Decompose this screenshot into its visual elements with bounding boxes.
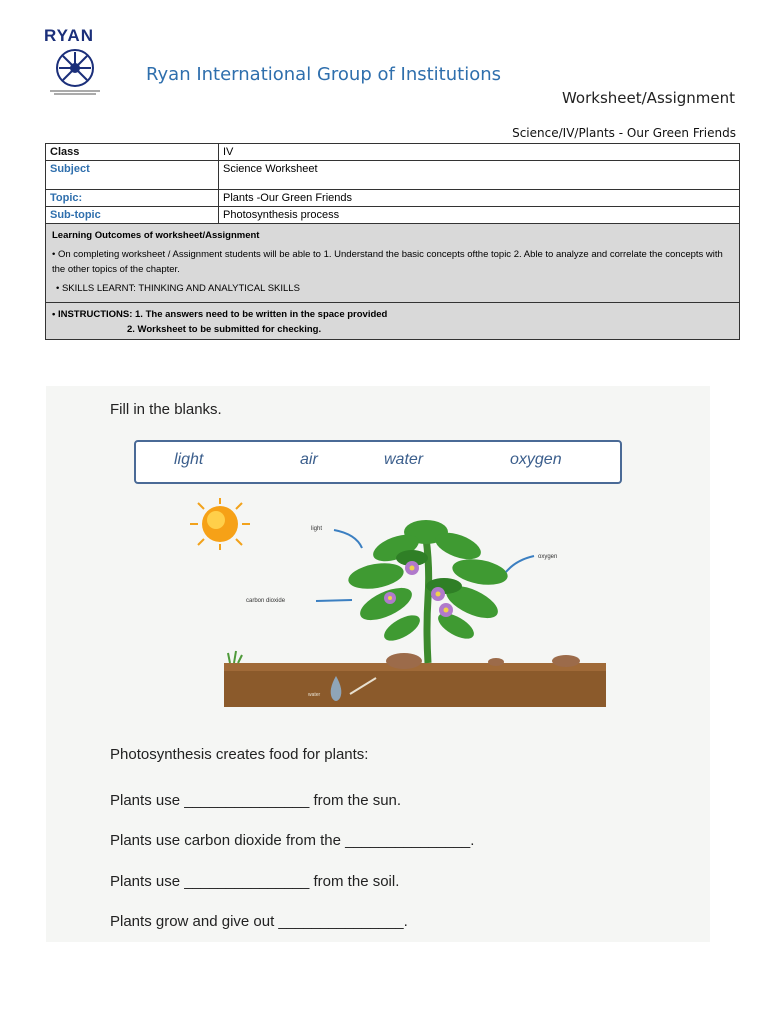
learning-text: On completing worksheet / Assignment students will be able to 1. Understand the basic concepts ofthe topic 2. Able to analyze and correlate the concepts with the other topics of the chapter. <box>52 249 723 275</box>
word-bank <box>134 440 622 484</box>
instructions-cell <box>46 303 740 340</box>
doc-path: Science/IV/Plants - Our Green Friends <box>512 126 736 140</box>
question-line: Plants use _______________ from the sun. <box>110 792 402 809</box>
topic-value: Plants -Our Green Friends <box>219 190 740 207</box>
bullet-icon: • <box>56 283 62 294</box>
table-row <box>46 190 740 207</box>
ryan-logo <box>44 26 106 94</box>
rock <box>386 653 422 669</box>
bullet-icon: • <box>52 309 58 320</box>
logo-text: RYAN <box>44 26 94 45</box>
oxygen-arrow <box>506 556 534 572</box>
class-value: IV <box>219 144 740 161</box>
worksheet-title: Fill in the blanks. <box>110 401 222 418</box>
info-table <box>45 143 740 340</box>
question-line: Plants use carbon dioxide from the _______________. <box>110 832 475 849</box>
subject-value: Science Worksheet <box>219 161 740 190</box>
table-row <box>46 207 740 224</box>
worksheet-panel <box>46 386 710 942</box>
topic-label: Topic: <box>46 190 219 207</box>
subtopic-value: Photosynthesis process <box>219 207 740 224</box>
learning-outcomes-cell <box>46 224 740 303</box>
co2-arrow <box>316 600 352 601</box>
doc-type: Worksheet/Assignment <box>561 89 735 107</box>
logo-emblem-icon <box>44 46 106 96</box>
label-oxygen: oxygen <box>538 554 558 560</box>
skills-line <box>52 281 733 296</box>
light-arrow <box>334 530 362 548</box>
question-line: Plants grow and give out _______________. <box>110 913 408 930</box>
class-label: Class <box>46 144 219 161</box>
subject-label: Subject <box>46 161 219 190</box>
table-row <box>46 144 740 161</box>
skills-text: SKILLS LEARNT: THINKING AND ANALYTICAL SKILLS <box>61 283 300 294</box>
table-row <box>46 303 740 340</box>
rock <box>552 655 580 667</box>
instructions-2: 2. Worksheet to be submitted for checking. <box>127 324 322 335</box>
question-line: Plants use _______________ from the soil. <box>110 873 400 890</box>
learning-text-line <box>52 247 733 277</box>
subtopic-label: Sub-topic <box>46 207 219 224</box>
label-carbon-dioxide: carbon dioxide <box>246 598 286 604</box>
worksheet-lead: Photosynthesis creates food for plants: <box>110 746 369 763</box>
org-title: Ryan International Group of Institutions <box>146 64 502 85</box>
photosynthesis-diagram <box>176 498 606 728</box>
instructions-line-1 <box>52 307 733 322</box>
instructions-1: INSTRUCTIONS: 1. The answers need to be written in the space provided <box>57 309 388 320</box>
word-bank-item: oxygen <box>510 451 562 468</box>
learning-heading: Learning Outcomes of worksheet/Assignment <box>52 230 260 241</box>
word-bank-item: water <box>384 451 424 468</box>
word-bank-item: air <box>300 451 318 468</box>
label-light: light <box>311 526 323 532</box>
label-water: water <box>308 692 321 698</box>
sun-icon <box>190 498 250 550</box>
bullet-icon: • <box>52 249 58 260</box>
rock <box>488 658 504 666</box>
table-row <box>46 224 740 303</box>
word-bank-item: light <box>174 451 204 468</box>
table-row <box>46 161 740 190</box>
